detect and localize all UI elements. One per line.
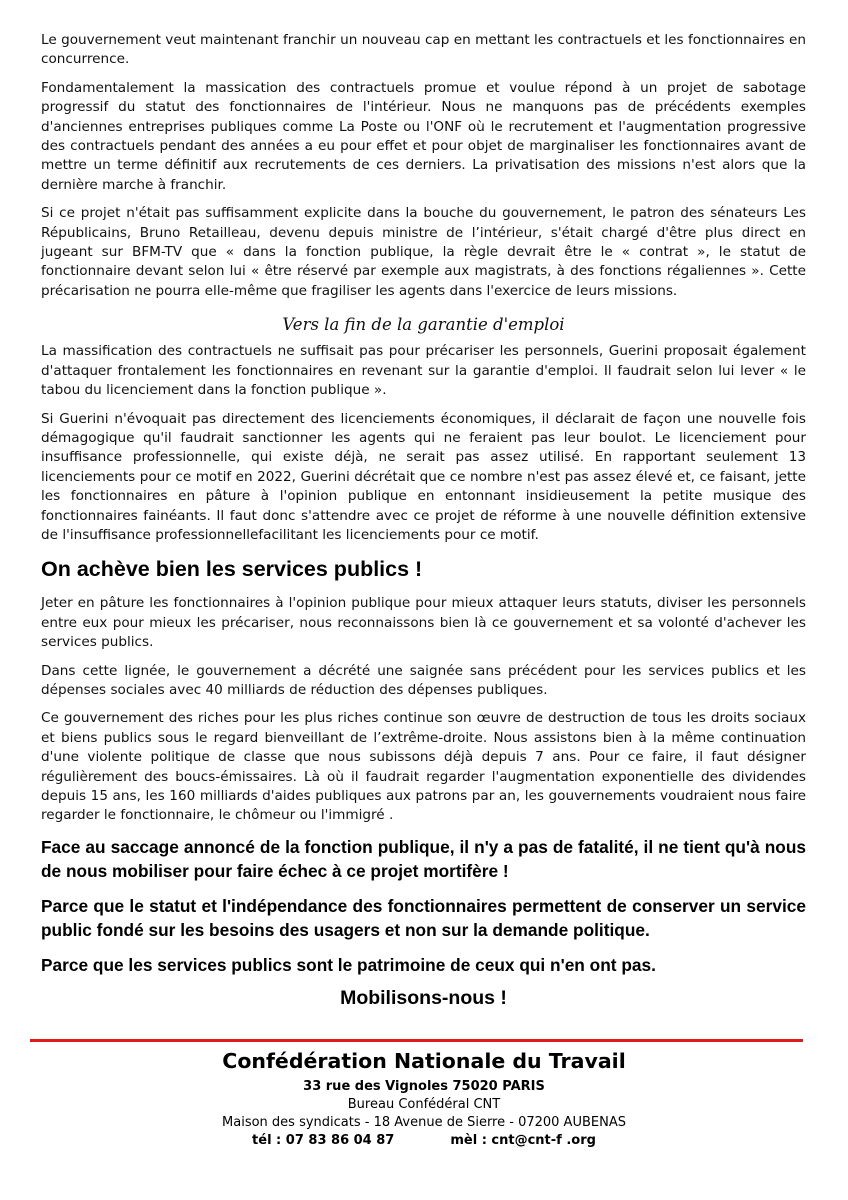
- section-heading: On achève bien les services publics !: [41, 557, 423, 582]
- callout-patrimoine: Parce que les services publics sont le patrimoine de ceux qui n'en ont pas.: [41, 954, 656, 975]
- bureau-line: Bureau Confédéral CNT: [347, 1097, 501, 1112]
- section-subheading: Vers la fin de la garantie d'emploi: [282, 315, 565, 335]
- contact-line: [0, 1133, 848, 1148]
- phone-number: tél : 07 83 86 04 87: [252, 1133, 395, 1148]
- maison-address: Maison des syndicats - 18 Avenue de Sierre - 07200 AUBENAS: [222, 1115, 626, 1130]
- paragraph-intro: Le gouvernement veut maintenant franchir un nouveau cap en mettant les contractuels et les fonctionnaires en concurrence.: [41, 32, 806, 68]
- callout-saccage: Face au saccage annoncé de la fonction publique, il n'y a pas de fatalité, il ne tient qu'à nous de nous mobiliser pour faire échec à ce projet mortifère !: [41, 836, 806, 882]
- paragraph-retailleau: Si ce projet n'était pas suffisamment explicite dans la bouche du gouvernement, le patron des sénateurs Les Républicains, Bruno Retailleau, devenu depuis ministre de l’intérieur, s'était chargé d'être plus direct en jugeant sur BFM-TV que « dans la fonction publique, la règle devrait être le « contrat », le statut de fonctionnaire devant selon lui « être réservé par exemple aux magistrats, à des fonctions régaliennes ». Cette précarisation ne pourra elle-même que fragiliser les agents dans l'exercice de leurs missions.: [41, 205, 806, 299]
- email-address[interactable]: mèl : cnt@cnt-f .org: [450, 1133, 596, 1148]
- organization-address: 33 rue des Vignoles 75020 PARIS: [303, 1079, 545, 1094]
- document-body: [41, 31, 806, 1010]
- footer: [0, 1049, 848, 1148]
- paragraph-riches: Ce gouvernement des riches pour les plus riches continue son œuvre de destruction de tous les droits sociaux et biens publics sous le regard bienveillant de l’extrême-droite. Nous assistons bien à la même continuation d'une violente politique de classe que nous subissons déjà depuis 7 ans. Pour ce faire, il faut désigner régulièrement des boucs-émissaires. Là où il faudrait regarder l'augmentation exponentielle des dividendes depuis 15 ans, les 160 milliards d'aides publiques aux patrons par an, les gouvernements voudraient nous faire regarder le fonctionnaire, le chômeur ou l'immigré .: [41, 710, 806, 824]
- paragraph-pature: Jeter en pâture les fonctionnaires à l'opinion publique pour mieux attaquer leurs statuts, diviser les personnels entre eux pour mieux les précariser, nous reconnaissons bien là ce gouvernement et sa volonté d'achever les services publics.: [41, 595, 806, 651]
- organization-name: Confédération Nationale du Travail: [222, 1049, 626, 1073]
- paragraph-saignee: Dans cette lignée, le gouvernement a décrété une saignée sans précédent pour les services publics et les dépenses sociales avec 40 milliards de réduction des dépenses publiques.: [41, 662, 806, 698]
- red-divider: [30, 1039, 803, 1042]
- paragraph-sabotage: Fondamentalement la massication des contractuels promue et voulue répond à un projet de sabotage progressif du statut des fonctionnaires de l'intérieur. Nous ne manquons pas de précédents exemples d'anciennes entreprises publiques comme La Poste ou l'ONF où le recrutement et l'augmentation progressive des contractuels pendant des années a eu pour effet et pour objet de marginaliser les fonctionnaires avant de mettre un terme définitif aux recrutements de ces derniers. La privatisation des missions n'est alors que la dernière marche à franchir.: [41, 79, 806, 193]
- callout-statut: Parce que le statut et l'indépendance des fonctionnaires permettent de conserver un service public fondé sur les besoins des usagers et non sur la demande politique.: [41, 895, 806, 941]
- paragraph-garantie: La massification des contractuels ne suffisait pas pour précariser les personnels, Guerini proposait également d'attaquer frontalement les fonctionnaires en revenant sur la garantie d'emploi. Il faudrait selon lui lever « le tabou du licenciement dans la fonction publique ».: [41, 343, 806, 399]
- rally-cry: Mobilisons-nous !: [340, 987, 507, 1010]
- paragraph-licenciements: Si Guerini n'évoquait pas directement des licenciements économiques, il déclarait de façon une nouvelle fois démagogique qu'il faudrait sanctionner les agents qui ne feraient pas leur boulot. Le licenciement pour insuffisance professionnelle, qui existe déjà, ne serait pas assez utilisé. En rapportant seulement 13 licenciements pour ce motif en 2022, Guerini décrétait que ce nombre n'est pas assez élevé et, ce faisant, jette les fonctionnaires en pâture à l'opinion publique en entonnant insidieusement la petite musique des fonctionnaires fainéants. Il faut donc s'attendre avec ce projet de réforme à une nouvelle définition extensive de l'insuffisance professionnellefacilitant les licenciements pour ce motif.: [41, 410, 806, 543]
